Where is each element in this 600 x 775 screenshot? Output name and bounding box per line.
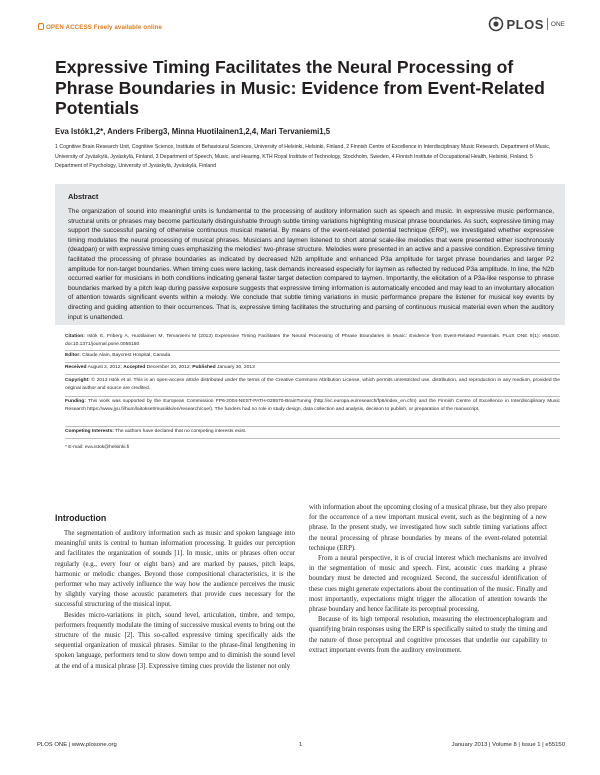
dates [65,364,560,372]
page-number: 1 [299,742,303,748]
paragraph: From a neural perspective, it is of crucial interest which mechanisms are involved in the segmentation of music and speech. First, acoustic cues marking a phrase boundary must be detected and recognized. Second, the successful identification of these cues might generate expectations about the continuation of the music. Finally and most importantly, expectations might trigger the allocation of attention towards the phrase boundary and hence facilitate its perceptual processing. [309,555,547,614]
competing-text: The authors have declared that no competing interests exist. [115,429,247,434]
open-access-label: OPEN ACCESS Freely available online [46,24,163,31]
received-date: August 2, 2012; [87,365,122,370]
open-lock-icon [38,23,44,30]
author-list: Eva Istók1,2*, Anders Friberg3, Minna Huotilainen1,2,4, Mari Tervaniemi1,5 [55,127,331,136]
footer-journal[interactable]: PLOS ONE | www.plosone.org [37,742,117,748]
editor-text: Claude Alain, Baycrest Hospital, Canada [82,353,171,358]
copyright-text: © 2013 Istók et al. This is an open-access article distributed under the terms of the Creative Commons Attribution License, which permits unrestricted use, distribution, and reproduction in any medium, provided the original author and source are credited. [65,378,560,391]
published-label: Published [192,365,216,370]
editor [65,352,560,360]
open-access-banner[interactable] [37,23,162,31]
plos-one-logo[interactable] [488,16,566,32]
funding-label: Funding: [65,399,86,404]
section-heading-introduction: Introduction [55,513,107,523]
copyright-label: Copyright: [65,378,90,383]
paragraph: Besides micro-variations in pitch, sound level, articulation, timbre, and tempo, performers frequently modulate the timing of successive musical events to bring out the structure of the music [2]. This so-called expressive timing specifically aids the sequential organization of musical phrases. Similar to the phrase-final lengthening in spoken language, performers tend to slow down tempo and to diminish the sound level at the end of a musical phrase [3]. Expressive timing cues provide the listener not only [55,611,295,670]
logo-divider [547,18,548,30]
citation [65,333,560,349]
footer-issue: January 2013 | Volume 8 | Issue 1 | e55150 [451,742,565,748]
corresponding-email[interactable]: * E-mail: eva.istok@helsinki.fi [65,445,130,450]
copyright [65,377,560,393]
plos-logo-icon [488,16,504,32]
divider [65,426,560,427]
published-date: January 30, 2013 [217,365,255,370]
plos-wordmark: PLOS [506,16,544,32]
funding-text: This work was supported by the European Commission FP6-2004-NEST-PATH-028570-BrainTuning (http://ec.europa.eu/research/fp6/index_en.cfm) and the Finnish Centre of Excellence in Interdisciplinary Music Research https://www.jyu.fi/hum/laitokset/musiikki/en/research/coe/). The funders had no role in study design, data collection and analysis, decision to publish, or preparation of the manuscript. [65,399,560,412]
right-column [309,503,547,656]
citation-label: Citation: [65,334,85,339]
divider [65,438,560,439]
divider [65,374,560,375]
journal-suffix: ONE [550,20,565,28]
affiliations: 1 Cognitive Brain Research Unit, Cognitive Science, Institute of Behavioural Sciences, University of Helsinki, Helsinki, Finland, 2 Finnish Centre of Excellence in Interdisciplinary Music Research, Department of Music, University of Jyväskylä, Jyväskylä, Finland, 3 Department of Speech, Music, and Hearing, KTH Royal Institute of Technology, Stockholm, Sweden, 4 Finnish Institute of Occupational Health, Helsinki, Finland, 5 Department of Psychology, University of Jyväskylä, Jyväskylä, Finland [55,144,551,170]
abstract-text: The organization of sound into meaningful units is fundamental to the processing of auditory information such as speech and music. In expressive music performance, structural units or phrases may become particularly distinguishable through subtle timing variations highlighting musical phrase boundaries. As such, expressive timing may support the successful parsing of otherwise continuous musical material. By means of the event-related potential technique (ERP), we investigated whether expressive timing modulates the neural processing of musical phrases. Musicians and laymen listened to short atonal scale-like melodies that were presented either isochronously (deadpan) or with expressive timing cues emphasizing the melodies' two-phrase structure. Melodies were presented in an active and a passive condition. Expressive timing facilitated the processing of phrase boundaries as indicated by decreased N2b amplitude and enhanced P3a amplitude for target phrase boundaries and larger P2 amplitude for non-target boundaries. When timing cues were lacking, task demands increased especially for laymen as reflected by reduced P3a amplitude. In line, the N2b occurred earlier for musicians in both conditions indicating general faster target detection compared to laymen. Importantly, the elicitation of a P3a-like response to phrase boundaries marked by a pitch leap during passive exposure suggests that expressive timing information is automatically encoded and may lead to an involuntary allocation of attention towards significant events within a melody. We conclude that subtle timing variations in music performance prepare the listener for musical key events by directing and guiding attention to their occurrences. That is, expressive timing facilitates the structuring and parsing of continuous musical material even when the auditory input is unattended. [68,208,554,321]
abstract-heading: Abstract [68,192,99,201]
editor-label: Editor: [65,353,81,358]
abstract-box [55,184,565,325]
competing-label: Competing Interests: [65,429,114,434]
divider [65,362,560,363]
article-title: Expressive Timing Facilitates the Neural Processing of Phrase Boundaries in Music: Evidence from Event-Related Potentials [55,57,545,118]
paragraph: The segmentation of auditory information such as music and spoken language into meaningful units is central to human information processing. It guides our perception and facilitates the organization of sounds [1]. In music, units or phrases often occur regularly (e.g., every four or eight bars) and are marked by pauses, pitch leaps, harmonic or melodic changes. Beyond those compositional characteristics, it is the performer who may actively influence the way how the audience perceives the music by slightly varying those acoustic parameters that provide cues necessary for the successful structuring of the musical input. [55,530,295,609]
competing-interests [65,428,560,436]
divider [65,396,560,397]
accepted-date: December 20, 2012; [146,365,191,370]
funding[interactable] [65,398,560,414]
accepted-label: Accepted [123,365,146,370]
citation-text: Istók E, Friberg A, Huotilainen M, Tervaniemi M (2013) Expressive Timing Facilitates the Neural Processing of Phrase Boundaries in Music: Evidence from Event-Related Potentials. PLoS ONE 8(1): e55150. doi:10.1371/journal.pone.0055150 [65,334,560,347]
received-label: Received [65,365,87,370]
paragraph: with information about the upcoming closing of a musical phrase, but they also prepare for the occurrence of a new important musical event, such as the beginning of a new phrase. In the present study, we investigated how such subtle timing variations affect the neural processing of phrase boundaries by means of the event-related potential technique (ERP). [309,504,547,552]
journal-header [37,14,565,36]
divider [65,350,560,351]
paragraph: Because of its high temporal resolution, measuring the electroencephalogram and quantifying brain responses using the ERP is specifically suited to study the timing and the nature of those perceptual and cognitive processes that underlie our capability to extract important events from the auditory environment. [309,616,547,654]
left-column [55,529,295,672]
